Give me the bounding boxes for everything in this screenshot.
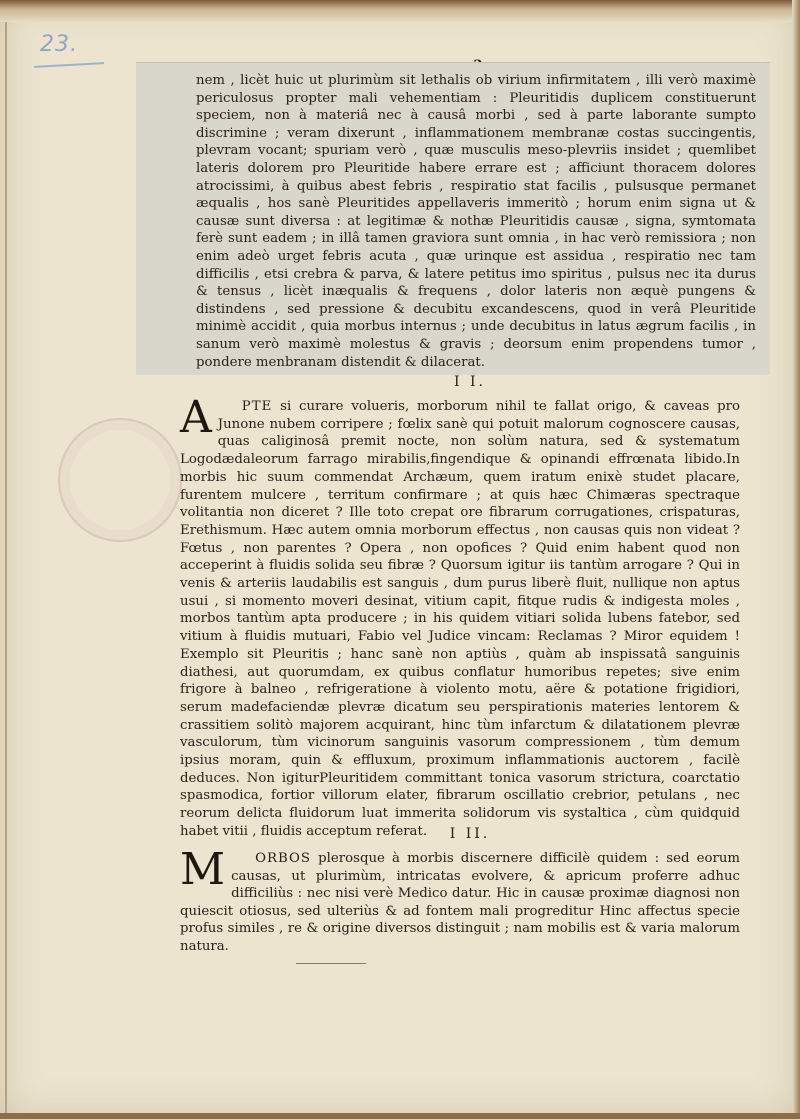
section-2-paragraph bbox=[180, 392, 740, 841]
section-2-body: si curare volueris, morborum nihil te fallat origo, & caveas pro Junone nubem corripere ; fœlix sanè qui potuit malorum cognoscere causas, quas caliginosâ premit nocte, non solùm natura, sed & systematum Logodædaleorum farrago mirabilis,fingendique & opinandi effrœnata libido.In morbis hic suum commendat Archæum, quem iratum enixè studet placare, furentem mulcere , territum confirmare ; at quis hæc Chimæras spectraque volitantia non diceret ? Ille toto crepat ore fibrarum corrugationes, crispaturas, Erethismum. Hæc autem omnia morborum effectus , non causas quis non videat ? Fœtus , non parentes ? Opera , non opofices ? Quid enim habent quod non acceperint à fluidis solida seu fibræ ? Quorsum igitur iis tantùm arrogare ? Qui in venis & arteriis laudabilis est sanguis , dum purus liberè fluit, nullique non aptus usui , si momento moveri desinat, vitium capit, fitque rudis & indigesta moles , morbos tantùm apta producere ; in his quidem vitiari solida lubens fatebor, sed vitium à fluidis mutuari, Fabio vel Judice vincam: Reclamas ? Miror equidem ! Exemplo sit Pleuritis ; hanc sanè non aptiùs , quàm ab inspissatâ sanguinis diathesi, aut quorumdam, ex quibus conflatur humoribus repetes; sive enim frigore à balneo , refrigeratione à violento motu, aëre & potatione frigidiori, serum madefaciendæ plevræ dicatum seu perspirationis materies lentorem & crassitiem solitò majorem acquirant, hinc tùm infarctum & dilatationem plevræ vasculorum, tùm vicinorum sanguinis vasorum compressionem , tùm demum ipsius moram, quin & effluxum, proximum inflammationis auctorem , facilè deduces. Non igiturPleuritidem committant tonica vasorum strictura, coarctatio spasmodica, fortior villorum elater, fibrarum oscillatio crebrior, petulans , nec reorum delicta fluidorum luat immerita solidorum vis systaltica , cùm quidquid habet vitii , fluidis acceptum referat. bbox=[180, 399, 740, 839]
gutter-line bbox=[5, 22, 7, 1119]
section-3-body: plerosque à morbis discernere difficilè quidem : sed eorum causas, ut plurimùm, intricatas evolvere, & apricum proferre adhuc difficiliùs : nec nisi verè Medico datur. Hic in causæ proximæ diagnosi non quiescit otiosus, sed ulteriùs & ad fontem mali progreditur Hinc affectus specie profus similes , re & origine diversos distinguit ; nam mobilis est & varia malorum natura. bbox=[180, 851, 740, 954]
binding-edge-top bbox=[0, 0, 800, 22]
drop-cap-m: M bbox=[180, 844, 226, 895]
library-stamp bbox=[58, 418, 182, 542]
section-2-lead-word: PTE bbox=[241, 399, 273, 414]
margin-note-underline bbox=[34, 62, 104, 68]
drop-cap-a: A bbox=[180, 392, 212, 443]
section-3-lead-word: ORBOS bbox=[255, 851, 312, 866]
page-edge-bottom bbox=[0, 1113, 800, 1119]
handwritten-margin-note: 23. bbox=[40, 32, 78, 57]
section-number-3: I II. bbox=[449, 826, 491, 842]
section-3-paragraph bbox=[180, 844, 740, 956]
continuation-paragraph: nem , licèt huic ut plurimùm sit lethalis ob virium infirmitatem , illi verò maximè periculosus propter mali vehementiam : Pleuritidis duplicem constituerunt speciem, non à materiâ nec à causâ morbi , sed à parte laborante sumpto discrimine ; veram dixerunt , inflammationem membranæ costas succingentis, plevram vocant; spuriam verò , quæ musculis meso-plevriis insidet ; quemlibet lateris dolorem pro Pleuritide habere errare est ; afficiunt thoracem dolores atrocissimi, à quibus abest febris , respiratio stat facilis , pulsusque permanet æqualis , hos sanè Pleuritides appellaveris immeritò ; horum enim signa ut & causæ sunt diversa : at legitimæ & nothæ Pleuritidis causæ , signa, symtomata ferè sunt eadem ; in illâ tamen graviora sunt omnia , in hac verò remissiora ; non enim adeò urget febris acuta , quæ urinque est assidua , respiratio nec tam difficilis , etsi crebra & parva, & latere petitus imo spiritus , pulsus nec ita durus & tensus , licèt inæqualis & frequens , dolor lateris non æquè pungens & distindens , sed pressione & decubitu excandescens, quod in verâ Pleuritide minimè accidit , quia morbus internus ; unde decubitus in latus ægrum facilis , in sanum verò maximè molestus & gravis ; deorsum enim propendens tumor , pondere menbranam distendit & dilacerat. bbox=[196, 73, 756, 370]
end-rule bbox=[296, 963, 366, 964]
page-edge-right bbox=[792, 0, 800, 1119]
section-number-2: I I. bbox=[454, 374, 486, 390]
